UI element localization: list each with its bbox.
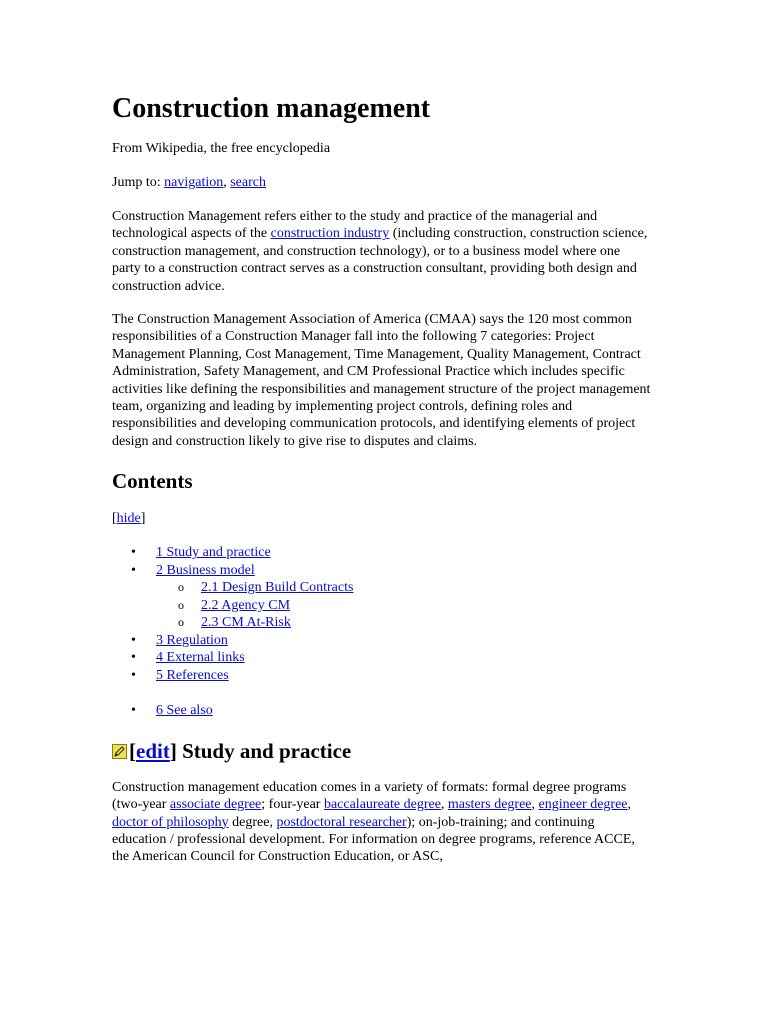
article bbox=[112, 90, 652, 866]
associate-degree-link[interactable]: associate degree bbox=[169, 797, 262, 813]
intro-paragraph-1 bbox=[112, 208, 652, 295]
doctor-of-philosophy-link[interactable]: doctor of philosophy bbox=[112, 814, 229, 830]
intro-text: (including construction, construction science, construction management, and construction technology), or to a business model where one party to a construction contract serves as a construction consultant, providing both design and construction advice. bbox=[112, 226, 648, 294]
bracket: ] bbox=[169, 738, 177, 763]
jump-search-link[interactable]: search bbox=[230, 175, 266, 190]
toc-link-design-build-contracts[interactable]: 2.1 Design Build Contracts bbox=[201, 580, 354, 596]
intro-text: Construction Management refers either to the study and practice of the managerial and technological aspects of the bbox=[112, 209, 598, 242]
toc-hide-link[interactable]: hide bbox=[116, 511, 141, 527]
toc-link-regulation[interactable]: 3 Regulation bbox=[156, 632, 228, 648]
page-title: Construction management bbox=[112, 93, 431, 124]
section-text: ; four-year bbox=[261, 797, 324, 813]
section-text: Construction management education comes in a variety of formats: formal degree programs (two-year bbox=[112, 779, 627, 813]
section-text: , bbox=[440, 797, 448, 813]
intro-paragraph-2: The Construction Management Association of America (CMAA) says the 120 most common responsibilities of a Construction Manager fall into the following 7 categories: Project Management Planning, Cost Management, Time Management, Quality Management, Contract Administration, Safety Management, and CM Professional Practice which includes specific activities like defining the responsibilities and management structure of the project management team, organizing and leading by implementing project controls, defining roles and responsibilities and developing communication protocols, and identifying elements of project design and construction likely to give rise to disputes and claims. bbox=[112, 312, 651, 449]
postdoctoral-researcher-link[interactable]: postdoctoral researcher bbox=[276, 814, 407, 830]
engineer-degree-link[interactable]: engineer degree bbox=[538, 797, 628, 813]
toc-toggle bbox=[112, 510, 652, 528]
table-of-contents bbox=[112, 544, 652, 720]
jump-navigation-link[interactable]: navigation bbox=[164, 175, 224, 190]
baccalaureate-degree-link[interactable]: baccalaureate degree bbox=[323, 797, 441, 813]
jump-label: Jump to: bbox=[112, 175, 161, 190]
section-edit-link[interactable]: edit bbox=[136, 738, 170, 763]
jump-to bbox=[112, 174, 652, 192]
toc-link-agency-cm[interactable]: 2.2 Agency CM bbox=[201, 597, 291, 613]
toc-item bbox=[112, 649, 652, 667]
section-text: ); on-job-training; and continuing education / professional development. For information on degree programs, reference ACCE, the American Council for Construction Education, or ASC, bbox=[112, 814, 635, 865]
bracket: [ bbox=[112, 511, 117, 527]
bracket: [ bbox=[129, 738, 136, 763]
toc-item bbox=[112, 667, 652, 685]
toc-link-see-also[interactable]: 6 See also bbox=[156, 703, 213, 719]
toc-link-study-and-practice[interactable]: 1 Study and practice bbox=[156, 545, 271, 561]
contents-heading: Contents bbox=[112, 469, 193, 494]
section-text: , bbox=[531, 797, 539, 813]
toc-sublist bbox=[156, 579, 652, 632]
section-title: Study and practice bbox=[176, 738, 352, 763]
toc-item bbox=[112, 562, 652, 632]
toc-subitem bbox=[156, 597, 652, 615]
jump-separator: , bbox=[223, 175, 231, 190]
section-paragraph bbox=[112, 779, 652, 866]
toc-subitem bbox=[156, 614, 652, 632]
bracket: ] bbox=[140, 511, 146, 527]
toc-item bbox=[112, 702, 652, 720]
toc-item bbox=[112, 632, 652, 650]
construction-industry-link[interactable]: construction industry bbox=[270, 226, 390, 242]
section-text: degree, bbox=[228, 814, 277, 830]
toc-item bbox=[112, 544, 652, 562]
toc-link-business-model[interactable]: 2 Business model bbox=[156, 562, 255, 578]
pencil-edit-icon[interactable] bbox=[112, 744, 127, 759]
toc-subitem bbox=[156, 579, 652, 597]
toc-link-references[interactable]: 5 References bbox=[156, 667, 229, 683]
toc-link-cm-at-risk[interactable]: 2.3 CM At-Risk bbox=[201, 615, 291, 631]
section-heading-study-and-practice bbox=[112, 737, 652, 765]
section-text: , bbox=[627, 797, 631, 813]
tagline: From Wikipedia, the free encyclopedia bbox=[112, 141, 331, 156]
masters-degree-link[interactable]: masters degree bbox=[447, 797, 532, 813]
toc-link-external-links[interactable]: 4 External links bbox=[156, 650, 245, 666]
